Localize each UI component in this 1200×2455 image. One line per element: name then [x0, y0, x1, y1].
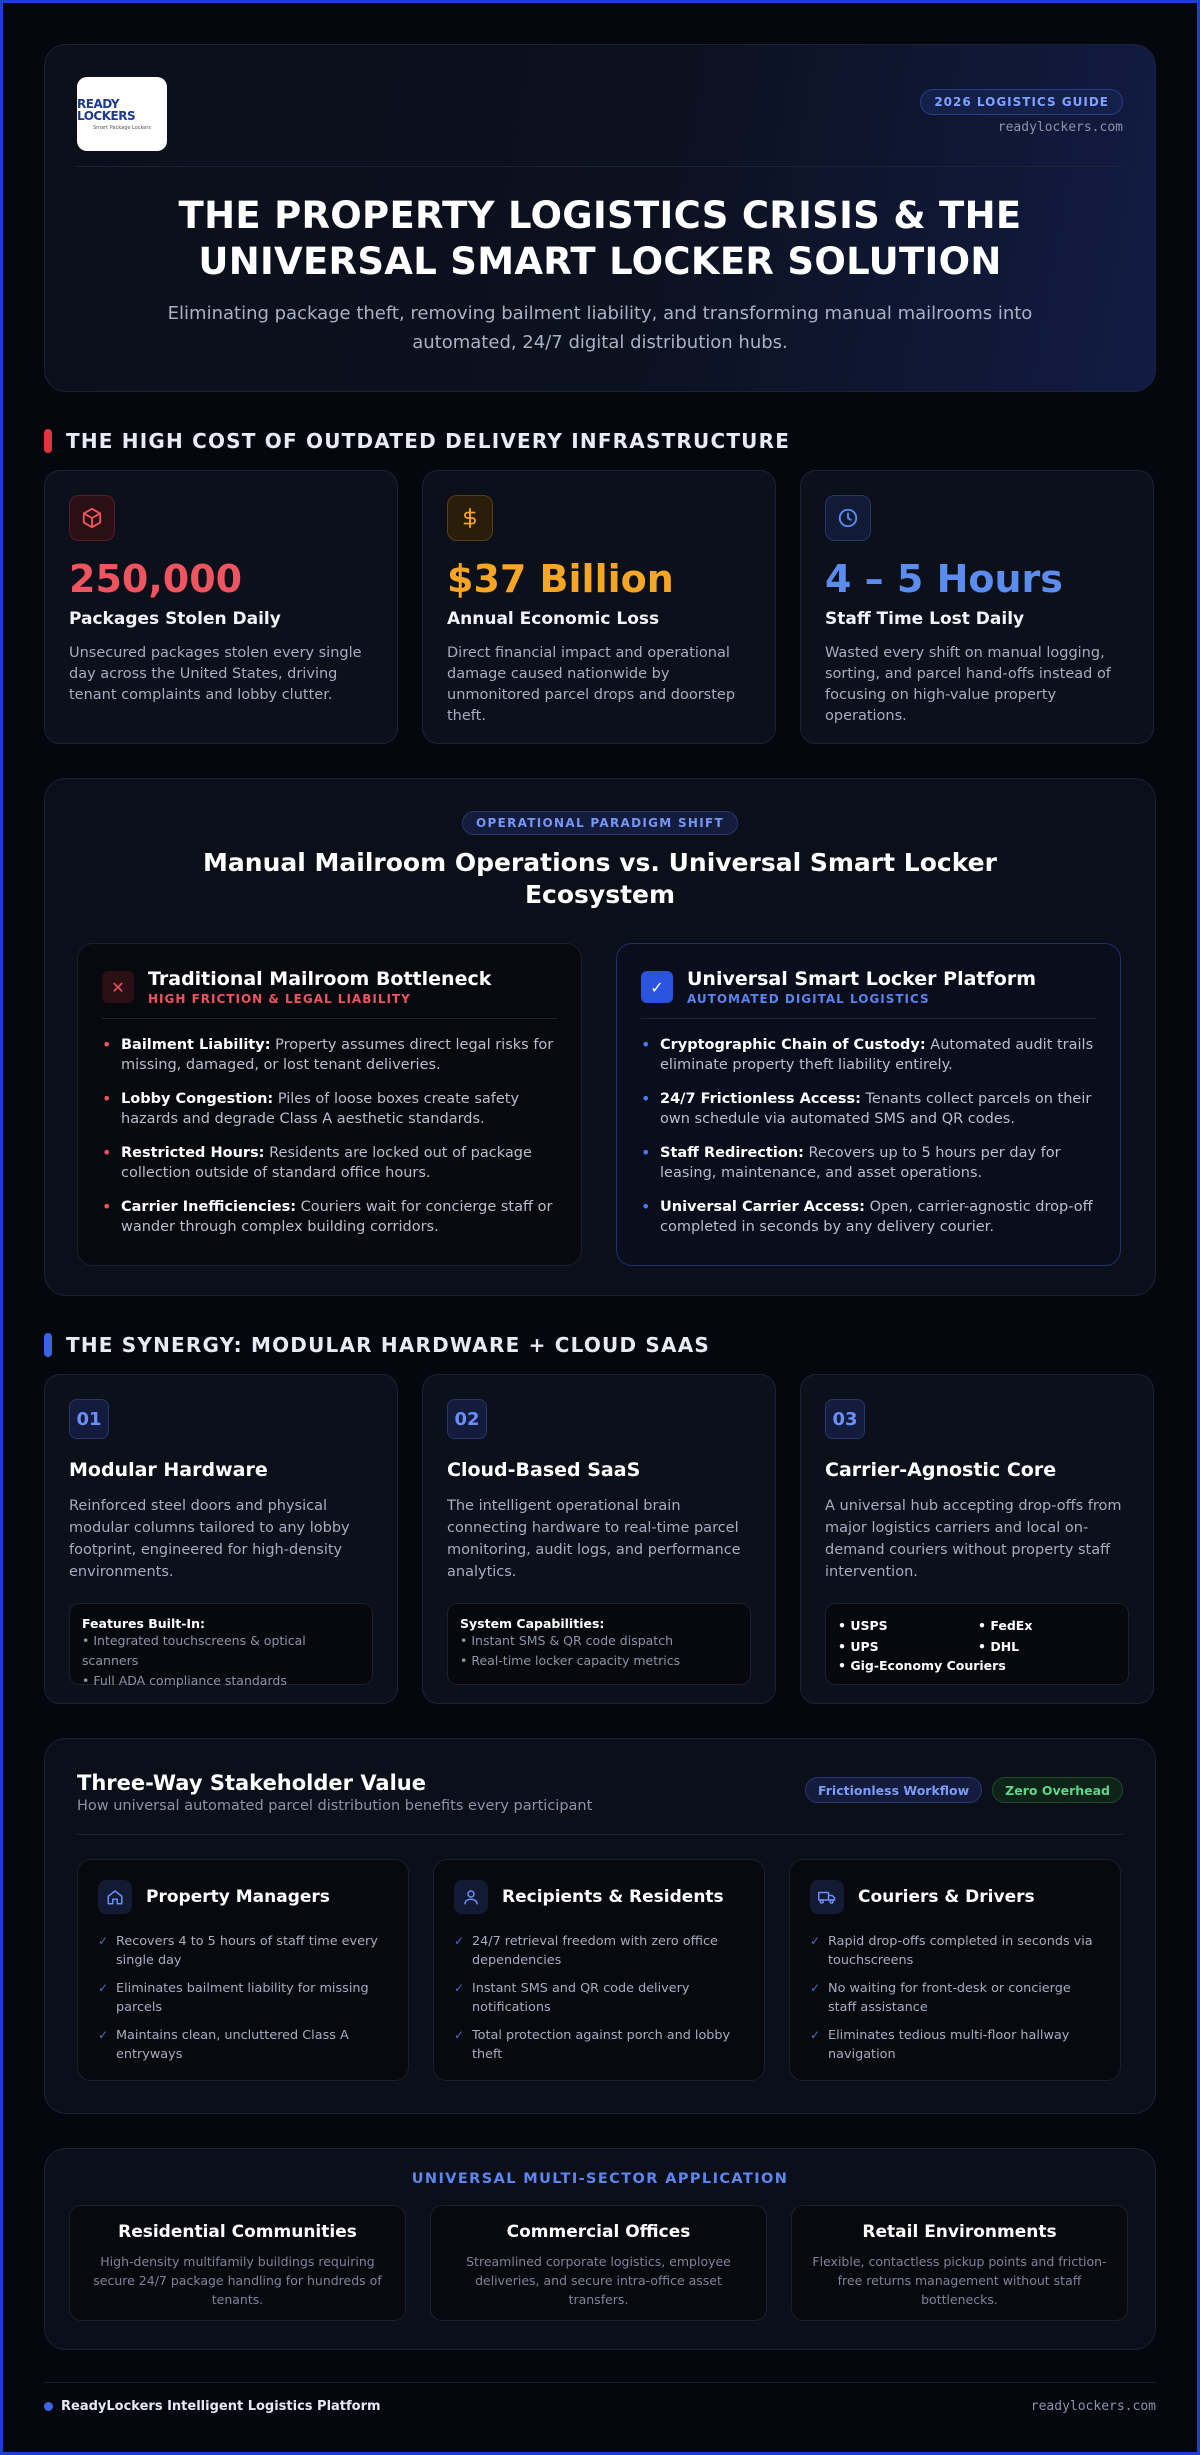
stat-card-staff-time — [800, 470, 1154, 744]
footer-platform-name: ReadyLockers Intelligent Logistics Platform — [61, 2399, 381, 2414]
carrier-grid — [838, 1616, 1116, 1656]
stat-card-packages-stolen — [44, 470, 398, 744]
heading-accent-bar — [44, 1333, 52, 1357]
list-item: ✓ Rapid drop-offs completed in seconds via touchscreens — [810, 1932, 1100, 1970]
sector-description: High-density multifamily buildings requiring secure 24/7 package handling for hundreds of tenants. — [93, 2254, 382, 2307]
smart-locker-card — [616, 943, 1121, 1266]
comparison-title-line-1: Manual Mailroom Operations vs. Universal Smart Locker — [203, 848, 997, 877]
comparison-title-line-2: Ecosystem — [524, 880, 676, 909]
comparison-title — [77, 847, 1123, 911]
list-item: ✓ Recovers 4 to 5 hours of staff time every single day — [98, 1932, 388, 1970]
sector-title: Commercial Offices — [506, 2222, 691, 2242]
card-subtitle: AUTOMATED DIGITAL LOGISTICS — [687, 992, 930, 1006]
stat-description: Direct financial impact and operational damage caused nationwide by unmonitored parcel drops and doorstep theft. — [447, 645, 736, 724]
sector-card-residential — [69, 2205, 406, 2321]
stakeholder-card-couriers — [789, 1859, 1121, 2081]
box-item: • Instant SMS & QR code dispatch — [460, 1633, 674, 1648]
stat-value: 4 – 5 Hours — [825, 557, 1063, 601]
card-description: A universal hub accepting drop-offs from major logistics carriers and local on-demand couriers without property staff intervention. — [825, 1498, 1122, 1580]
synergy-card-carrier — [800, 1374, 1154, 1704]
clock-icon — [825, 495, 871, 541]
step-number: 01 — [69, 1399, 109, 1439]
capabilities-box — [447, 1603, 751, 1685]
features-box — [69, 1603, 373, 1688]
hero-top-bar — [77, 77, 1123, 167]
sector-title: Retail Environments — [862, 2222, 1057, 2242]
sector-description: Streamlined corporate logistics, employee deliveries, and secure intra-office asset transfers. — [466, 2254, 731, 2307]
paradigm-pill: OPERATIONAL PARADIGM SHIFT — [462, 811, 738, 835]
benefit-list — [98, 1932, 388, 2064]
home-icon — [98, 1880, 132, 1914]
page — [44, 44, 1156, 2414]
title-line-1: THE PROPERTY LOGISTICS CRISIS & THE — [178, 194, 1022, 237]
brand-logo[interactable] — [77, 77, 167, 151]
stakeholder-panel — [44, 1738, 1156, 2114]
cost-heading — [44, 426, 1156, 456]
list-item: ✓ No waiting for front-desk or concierge staff assistance — [810, 1979, 1100, 2017]
hero-meta — [920, 77, 1123, 135]
card-header — [102, 968, 557, 1019]
sector-cards — [69, 2205, 1131, 2321]
stat-card-economic-loss — [422, 470, 776, 744]
stakeholder-card-managers — [77, 1859, 409, 2081]
list-item: • Carrier Inefficiencies: Couriers wait for concierge staff or wander through complex building corridors. — [102, 1197, 557, 1237]
sector-title: Residential Communities — [118, 2222, 357, 2242]
stakeholder-title: Three-Way Stakeholder Value — [77, 1771, 426, 1795]
hero-banner — [44, 44, 1156, 392]
list-item: ✓ Eliminates tedious multi-floor hallway navigation — [810, 2026, 1100, 2064]
synergy-card-saas — [422, 1374, 776, 1704]
synergy-cards — [44, 1374, 1156, 1704]
check-icon: ✓ — [641, 971, 673, 1003]
list-item: • Cryptographic Chain of Custody: Automated audit trails eliminate property theft liability entirely. — [641, 1035, 1096, 1075]
box-item: • Full ADA compliance standards — [82, 1673, 287, 1688]
sector-description: Flexible, contactless pickup points and friction-free returns management without staff bottlenecks. — [812, 2254, 1107, 2307]
page-title — [77, 193, 1123, 285]
list-item: ✓ Maintains clean, uncluttered Class A entryways — [98, 2026, 388, 2064]
list-item: ✓ Eliminates bailment liability for missing parcels — [98, 1979, 388, 2017]
stat-value: 250,000 — [69, 557, 243, 601]
stat-label: Packages Stolen Daily — [69, 609, 281, 629]
heading-accent-bar — [44, 429, 52, 453]
list-item: • Staff Redirection: Recovers up to 5 hours per day for leasing, maintenance, and asset operations. — [641, 1143, 1096, 1183]
list-item: ✓ Total protection against porch and lobby theft — [454, 2026, 744, 2064]
list-item: • Bailment Liability: Property assumes direct legal risks for missing, damaged, or lost tenant deliveries. — [102, 1035, 557, 1075]
sectors-title: UNIVERSAL MULTI-SECTOR APPLICATION — [411, 2171, 789, 2187]
synergy-heading — [44, 1330, 1156, 1360]
user-icon — [454, 1880, 488, 1914]
hero-url[interactable]: readylockers.com — [997, 120, 1123, 135]
card-title: Recipients & Residents — [502, 1887, 724, 1907]
carrier-fedex: • FedEx — [978, 1618, 1033, 1633]
stakeholder-header — [77, 1771, 1123, 1835]
benefit-list — [810, 1932, 1100, 2064]
title-line-2: UNIVERSAL SMART LOCKER SOLUTION — [198, 240, 1002, 283]
bottleneck-list — [102, 1035, 557, 1237]
stat-cards — [44, 470, 1156, 744]
sectors-panel — [44, 2148, 1156, 2350]
logo-tagline: Smart Package Lockers — [93, 124, 151, 131]
tag-group — [805, 1771, 1123, 1814]
step-number: 03 — [825, 1399, 865, 1439]
card-title: Carrier-Agnostic Core — [825, 1459, 1057, 1481]
card-description: The intelligent operational brain connecting hardware to real-time parcel monitoring, audit logs, and performance analytics. — [447, 1498, 741, 1580]
section-title: THE HIGH COST OF OUTDATED DELIVERY INFRASTRUCTURE — [66, 429, 791, 453]
package-icon — [69, 495, 115, 541]
list-item: ✓ Instant SMS and QR code delivery notifications — [454, 1979, 744, 2017]
cost-section — [44, 426, 1156, 744]
card-header — [641, 968, 1096, 1019]
box-title: System Capabilities: — [460, 1616, 605, 1631]
traditional-mailroom-card — [77, 943, 582, 1266]
card-title: Modular Hardware — [69, 1459, 268, 1481]
stakeholder-subtitle: How universal automated parcel distribution benefits every participant — [77, 1798, 593, 1814]
guide-badge: 2026 LOGISTICS GUIDE — [920, 89, 1123, 115]
stat-description: Wasted every shift on manual logging, sorting, and parcel hand-offs instead of focusing on high-value property operations. — [825, 645, 1111, 724]
list-item: • 24/7 Frictionless Access: Tenants collect parcels on their own schedule via automated SMS and QR codes. — [641, 1089, 1096, 1129]
box-title: Features Built-In: — [82, 1616, 205, 1631]
status-dot — [44, 2402, 53, 2411]
list-item: • Restricted Hours: Residents are locked out of package collection outside of standard office hours. — [102, 1143, 557, 1183]
card-subtitle: HIGH FRICTION & LEGAL LIABILITY — [148, 992, 411, 1006]
card-description: Reinforced steel doors and physical modular columns tailored to any lobby footprint, engineered for high-density environments. — [69, 1498, 350, 1580]
comparison-columns — [77, 943, 1123, 1266]
tag-zero-overhead: Zero Overhead — [992, 1777, 1123, 1803]
card-title: Couriers & Drivers — [858, 1887, 1035, 1907]
section-title: THE SYNERGY: MODULAR HARDWARE + CLOUD SAAS — [66, 1333, 710, 1357]
step-number: 02 — [447, 1399, 487, 1439]
card-title: Property Managers — [146, 1887, 330, 1907]
card-title: Traditional Mailroom Bottleneck — [148, 968, 492, 990]
page-subtitle: Eliminating package theft, removing bailment liability, and transforming manual mailrooms into automated, 24/7 digital distribution hubs. — [167, 303, 1033, 353]
stat-label: Staff Time Lost Daily — [825, 609, 1025, 629]
footer-url[interactable]: readylockers.com — [1030, 2399, 1156, 2414]
list-item: ✓ 24/7 retrieval freedom with zero office dependencies — [454, 1932, 744, 1970]
card-title: Cloud-Based SaaS — [447, 1459, 641, 1481]
synergy-section — [44, 1330, 1156, 1704]
carrier-ups: • UPS — [838, 1639, 879, 1654]
carrier-gig: • Gig-Economy Couriers — [838, 1658, 1006, 1673]
carrier-usps: • USPS — [838, 1618, 888, 1633]
card-title: Universal Smart Locker Platform — [687, 968, 1036, 990]
list-item: • Universal Carrier Access: Open, carrier-agnostic drop-off completed in seconds by any delivery courier. — [641, 1197, 1096, 1237]
sector-card-retail — [791, 2205, 1128, 2321]
close-icon: ✕ — [102, 971, 134, 1003]
stakeholder-cards — [77, 1859, 1123, 2081]
stat-label: Annual Economic Loss — [447, 609, 660, 629]
tag-frictionless: Frictionless Workflow — [805, 1777, 982, 1803]
stat-description: Unsecured packages stolen every single day across the United States, driving tenant complaints and lobby clutter. — [69, 645, 362, 703]
platform-list — [641, 1035, 1096, 1237]
dollar-icon — [447, 495, 493, 541]
carriers-box — [825, 1603, 1129, 1685]
list-item: • Lobby Congestion: Piles of loose boxes create safety hazards and degrade Class A aesthetic standards. — [102, 1089, 557, 1129]
stat-value: $37 Billion — [447, 557, 674, 601]
synergy-card-hardware — [44, 1374, 398, 1704]
logo-mark: READY LOCKERS — [77, 96, 136, 123]
benefit-list — [454, 1932, 744, 2064]
comparison-panel — [44, 778, 1156, 1296]
stakeholder-card-residents — [433, 1859, 765, 2081]
footer — [44, 2382, 1156, 2414]
sector-card-commercial — [430, 2205, 767, 2321]
truck-icon — [810, 1880, 844, 1914]
carrier-dhl: • DHL — [978, 1639, 1020, 1654]
box-item: • Integrated touchscreens & optical scanners — [82, 1633, 306, 1668]
box-item: • Real-time locker capacity metrics — [460, 1653, 681, 1668]
